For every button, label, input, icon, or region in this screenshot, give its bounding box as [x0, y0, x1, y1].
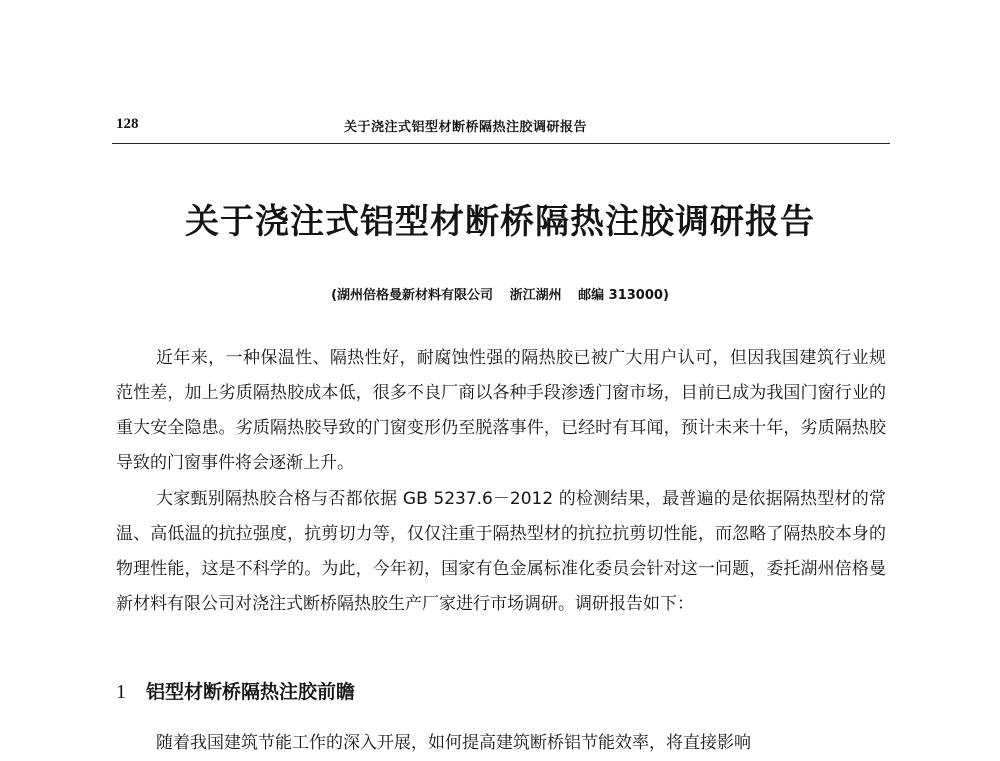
- paragraph-section-start: 随着我国建筑节能工作的深入开展，如何提高建筑断桥铝节能效率，将直接影响: [156, 733, 751, 753]
- paragraph-standard: 大家甄别隔热胶合格与否都依据 GB 5237.6－2012 的检测结果，最普遍的是依据隔热型材的常温、高低温的抗拉强度，抗剪切力等，仅仅注重于隔热型材的抗拉抗剪切性能，而忽略了隔热胶本身的物理性能，这是不科学的。为此，今年初，国家有色金属标准化委员会针对这一问题，委托湖州倍格曼新材料有限公司对浇注式断桥隔热胶生产厂家进行市场调研。调研报告如下：: [116, 489, 886, 614]
- paragraph-intro: 近年来，一种保温性、隔热性好，耐腐蚀性强的隔热胶已被广大用户认可，但因我国建筑行业规范性差，加上劣质隔热胶成本低，很多不良厂商以各种手段渗透门窗市场，目前已成为我国门窗行业的重大安全隐患。劣质隔热胶导致的门窗变形仍至脱落事件，已经时有耳闻，预计未来十年，劣质隔热胶导致的门窗事件将会逐渐上升。: [116, 348, 886, 473]
- running-header: [112, 116, 890, 140]
- running-title: 关于浇注式铝型材断桥隔热注胶调研报告: [344, 120, 588, 135]
- header-rule: [112, 143, 890, 144]
- affiliation-company: (湖州倍格曼新材料有限公司: [331, 288, 494, 303]
- article-title: 关于浇注式铝型材断桥隔热注胶调研报告: [185, 202, 815, 242]
- affiliation-postcode: 邮编 313000): [578, 288, 669, 303]
- author-affiliation: [0, 284, 1000, 303]
- affiliation-location: 浙江湖州: [509, 288, 562, 303]
- page-number: 128: [116, 116, 139, 132]
- section-number: 1: [116, 681, 126, 703]
- section-heading: [116, 677, 355, 704]
- section-heading-text: 铝型材断桥隔热注胶前瞻: [146, 681, 356, 703]
